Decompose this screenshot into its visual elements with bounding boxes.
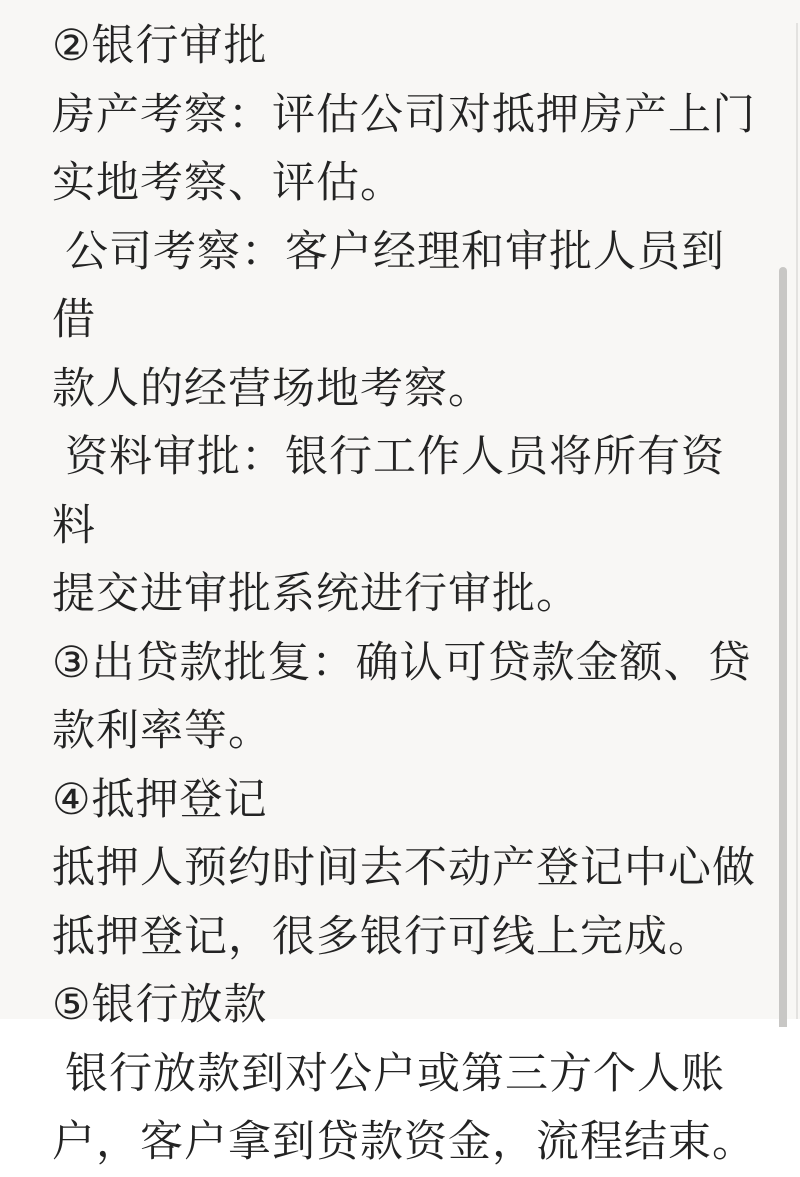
text-line: 抵押人预约时间去不动产登记中心做 — [52, 844, 756, 892]
scrollbar-thumb[interactable] — [779, 267, 787, 1027]
text-line: 银行放款到对公户或第三方个人账 — [52, 1049, 725, 1098]
text-line: ④抵押登记 — [52, 775, 268, 824]
text-line: 户，客户拿到贷款资金，流程结束。 — [52, 1118, 756, 1166]
text-line: 款利率等。 — [52, 707, 272, 755]
text-line: 实地考察、评估。 — [52, 159, 404, 207]
text-line: ⑤银行放款 — [52, 981, 268, 1029]
text-line: 抵押登记，很多银行可线上完成。 — [52, 912, 712, 961]
text-line: ②银行审批 — [52, 22, 268, 70]
text-line: ③出贷款批复：确认可贷款金额、贷 — [52, 638, 752, 687]
text-line: 款人的经营场地考察。 — [52, 364, 492, 413]
text-line: 提交进审批系统进行审批。 — [52, 570, 580, 618]
text-line: 资料审批：银行工作人员将所有资料 — [52, 433, 725, 550]
page-edge-divider — [796, 23, 798, 1019]
text-line: 房产考察：评估公司对抵押房产上门 — [52, 90, 756, 139]
text-line: 公司考察：客户经理和审批人员到借 — [52, 227, 725, 344]
